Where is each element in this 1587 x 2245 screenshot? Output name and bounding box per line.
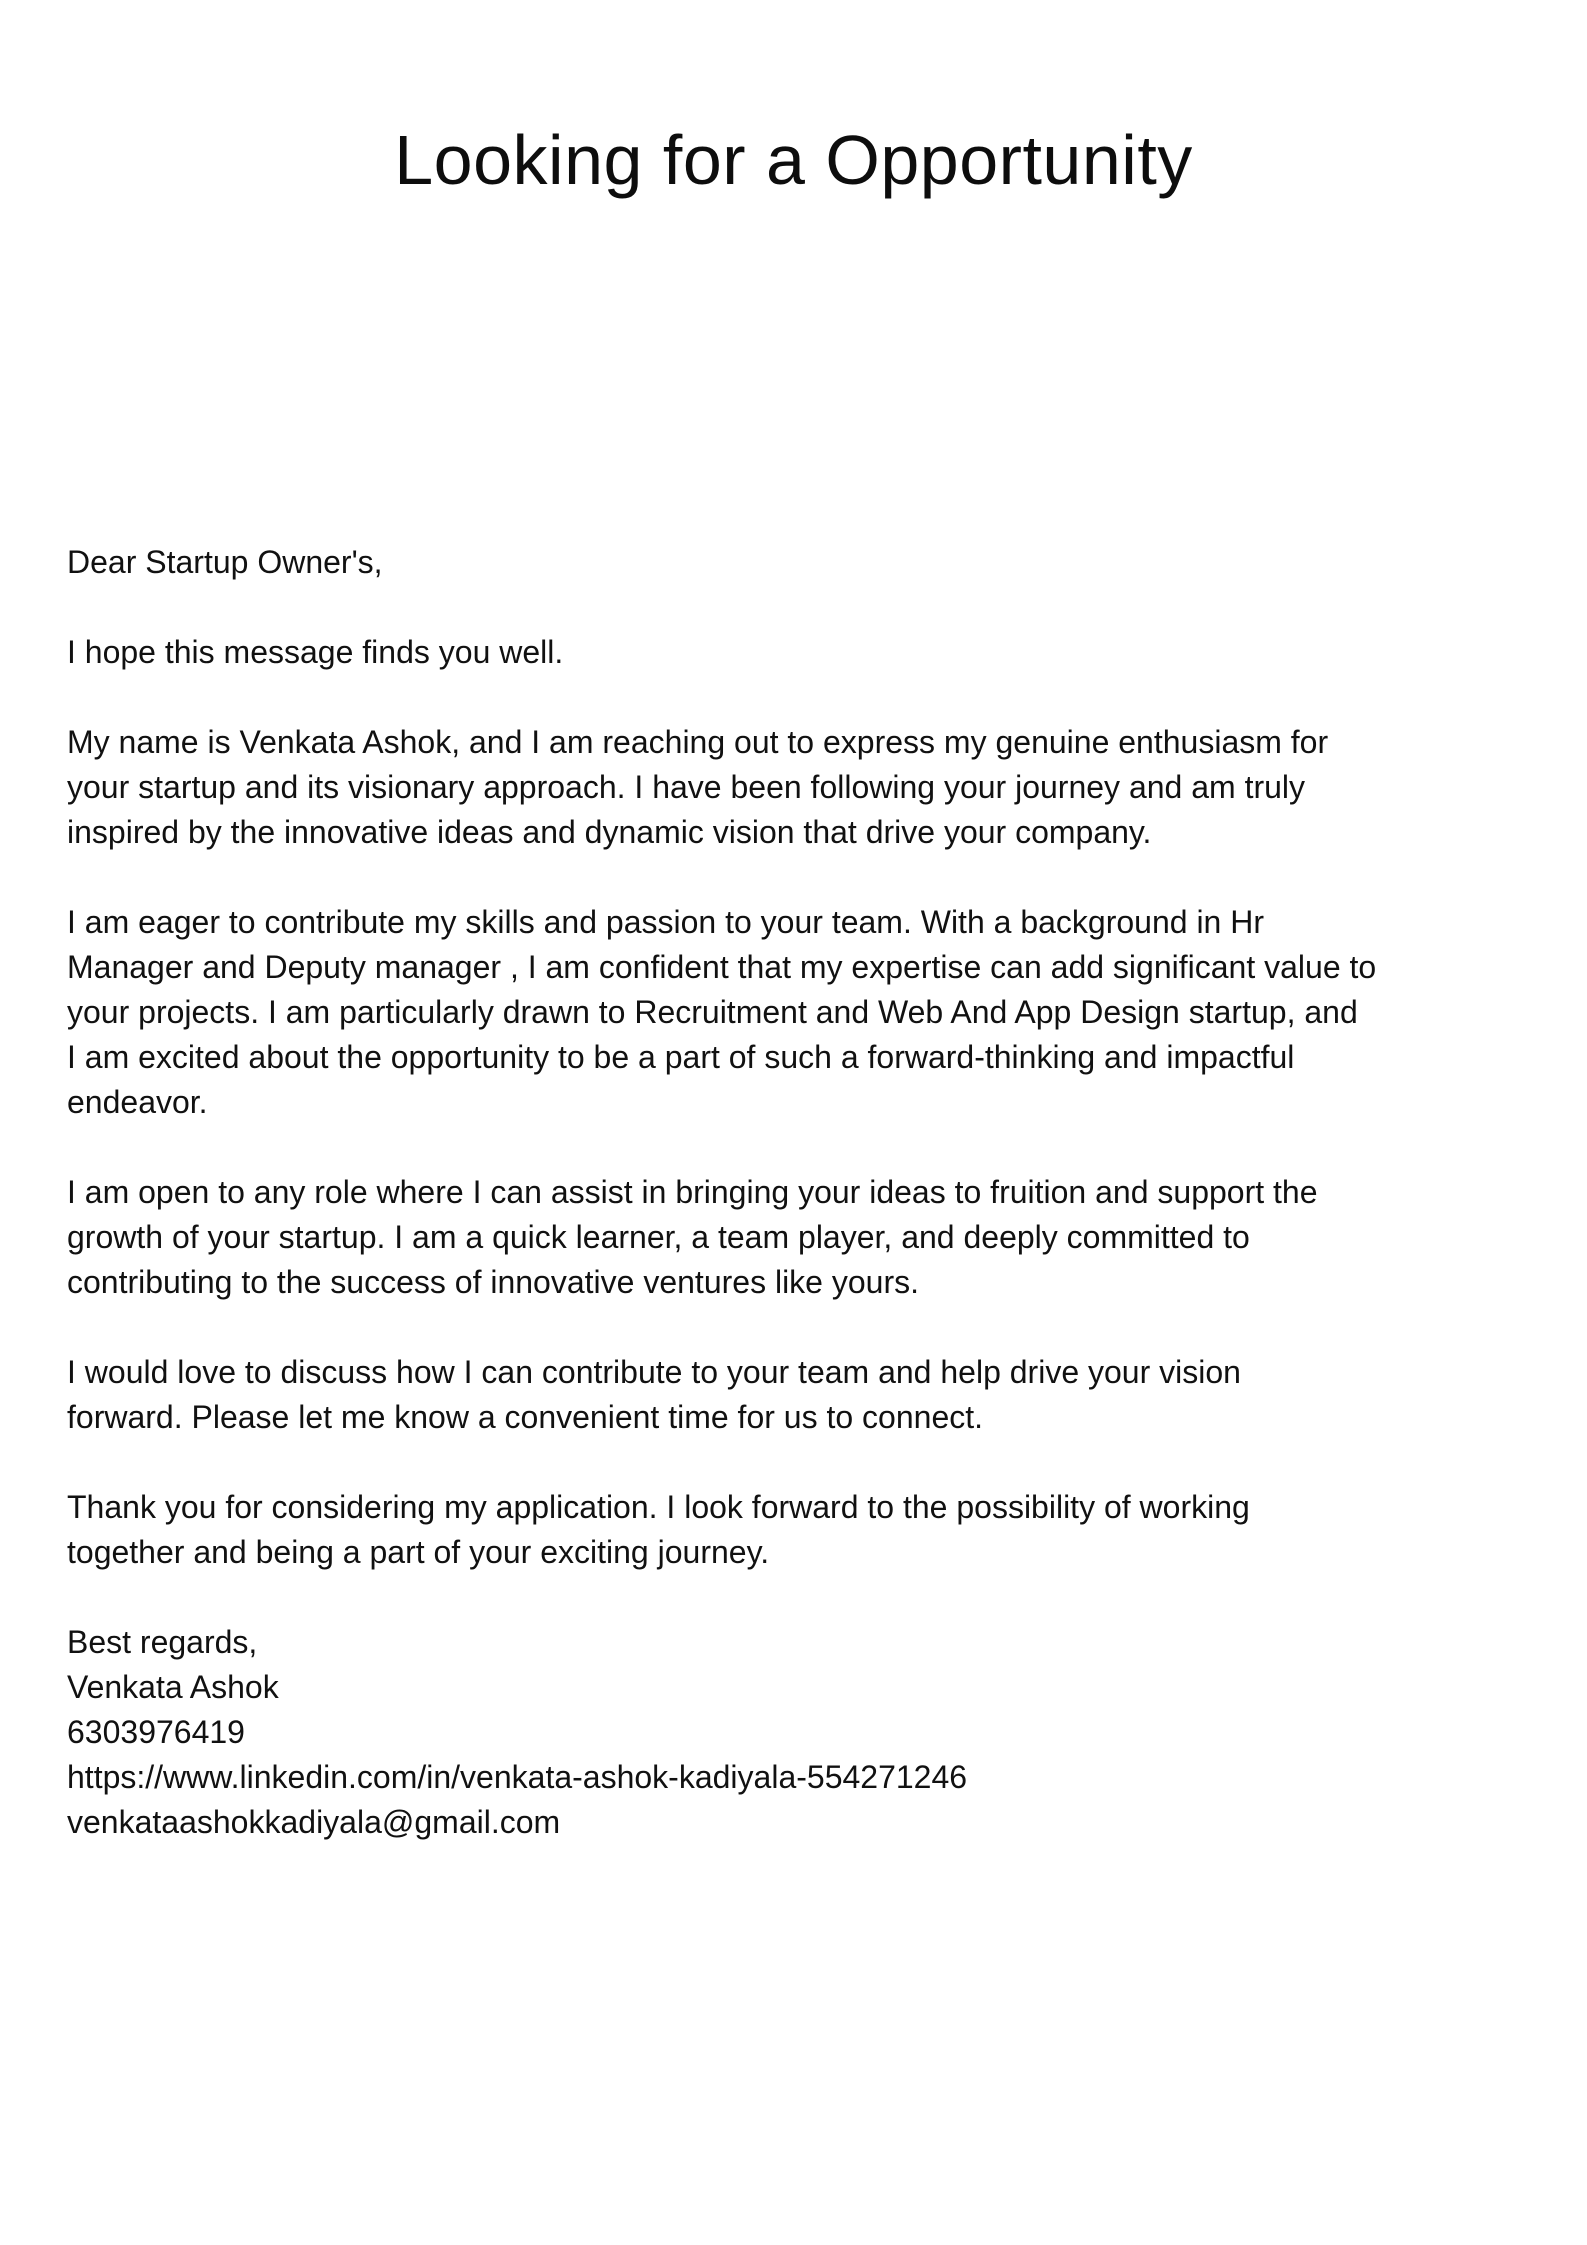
letter-body	[67, 540, 1547, 1890]
signature-name: Venkata Ashok	[67, 1669, 279, 1705]
paragraph-line: I am eager to contribute my skills and passion to your team. With a background in Hr	[67, 904, 1264, 940]
paragraph-line: Manager and Deputy manager , I am confident that my expertise can add significant value to	[67, 949, 1377, 985]
paragraph-line: Thank you for considering my application. I look forward to the possibility of working	[67, 1489, 1250, 1525]
signature-email: venkataashokkadiyala@gmail.com	[67, 1804, 561, 1840]
salutation-line: Dear Startup Owner's,	[67, 544, 383, 580]
signature-closing: Best regards,	[67, 1624, 258, 1660]
signature-block	[67, 1620, 1547, 1845]
paragraph-line: inspired by the innovative ideas and dynamic vision that drive your company.	[67, 814, 1152, 850]
paragraph-discussion	[67, 1350, 1547, 1440]
paragraph-skills	[67, 900, 1547, 1125]
signature-linkedin: https://www.linkedin.com/in/venkata-ashok-kadiyala-554271246	[67, 1759, 968, 1795]
paragraph-line: I hope this message finds you well.	[67, 634, 564, 670]
paragraph-line: My name is Venkata Ashok, and I am reaching out to express my genuine enthusiasm for	[67, 724, 1329, 760]
paragraph-thanks	[67, 1485, 1547, 1575]
paragraph-line: together and being a part of your exciting journey.	[67, 1534, 770, 1570]
paragraph-greeting	[67, 630, 1547, 675]
paragraph-introduction	[67, 720, 1547, 855]
signature-phone: 6303976419	[67, 1714, 245, 1750]
paragraph-line: your startup and its visionary approach. I have been following your journey and am truly	[67, 769, 1306, 805]
paragraph-openness	[67, 1170, 1547, 1305]
paragraph-line: forward. Please let me know a convenient time for us to connect.	[67, 1399, 984, 1435]
paragraph-line: I would love to discuss how I can contribute to your team and help drive your vision	[67, 1354, 1241, 1390]
paragraph-line: contributing to the success of innovative ventures like yours.	[67, 1264, 919, 1300]
document-title: Looking for a Opportunity	[394, 121, 1193, 199]
paragraph-line: growth of your startup. I am a quick learner, a team player, and deeply committed to	[67, 1219, 1250, 1255]
paragraph-line: I am open to any role where I can assist in bringing your ideas to fruition and support the	[67, 1174, 1318, 1210]
paragraph-line: your projects. I am particularly drawn to Recruitment and Web And App Design startup, and	[67, 994, 1358, 1030]
paragraph-line: endeavor.	[67, 1084, 208, 1120]
paragraph-line: I am excited about the opportunity to be a part of such a forward-thinking and impactful	[67, 1039, 1295, 1075]
salutation	[67, 540, 1547, 585]
